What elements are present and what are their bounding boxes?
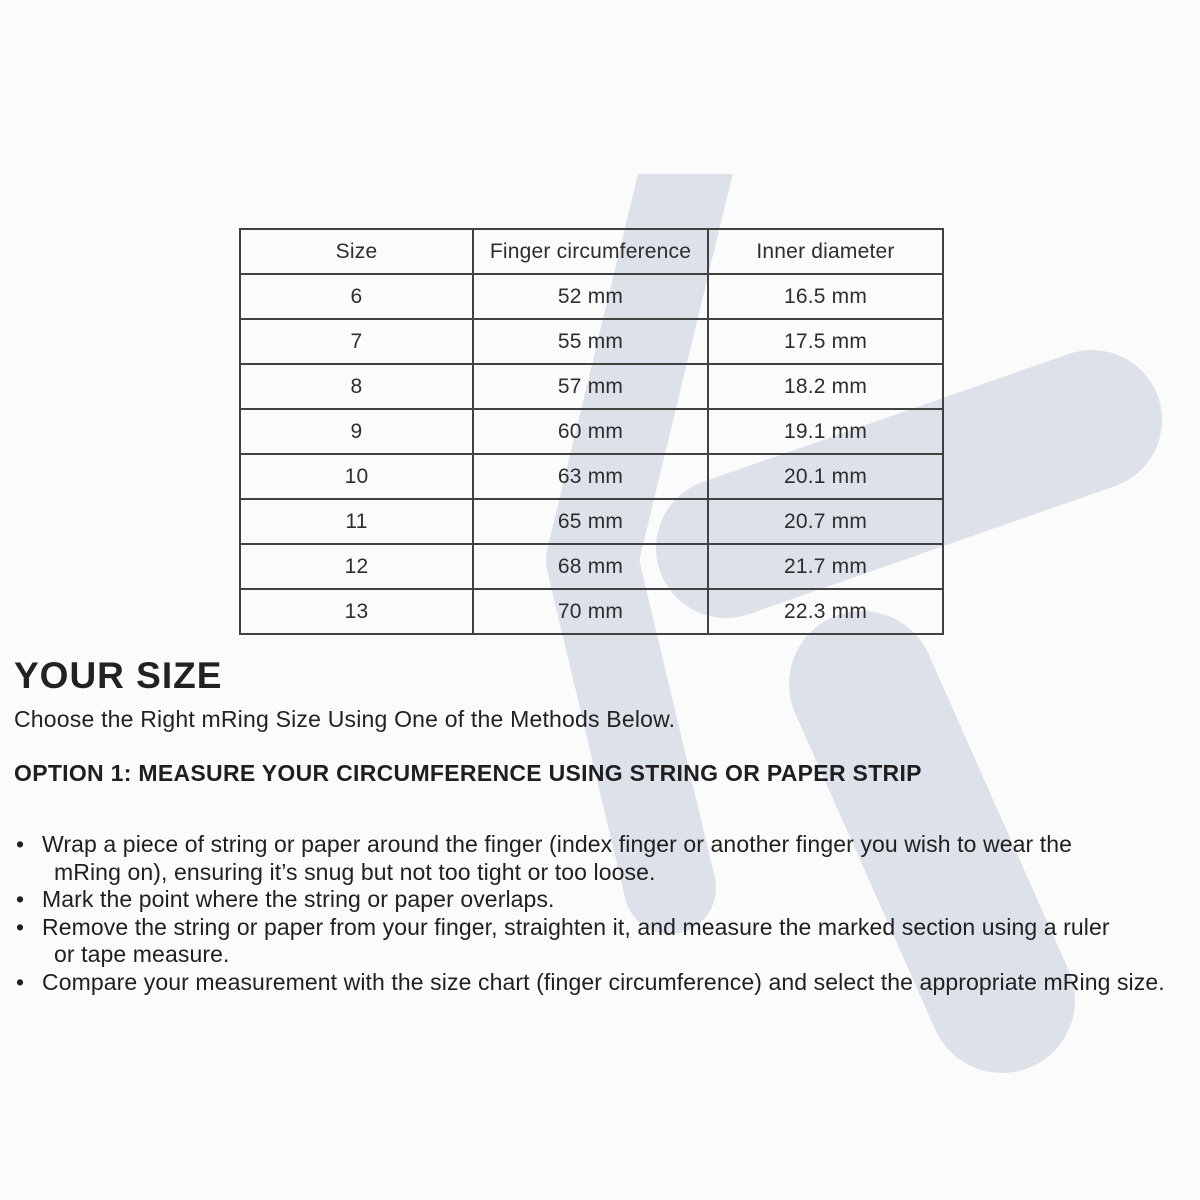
table-header-row [240,229,943,274]
option1-heading [14,760,922,787]
table-cell: 17.5 mm [708,319,943,364]
option1-heading-line2: USING STRING OR PAPER STRIP [548,760,922,786]
bullet-line: • Mark the point where the string or paper overlaps. [42,886,555,912]
table-row [240,454,943,499]
table-cell: 52 mm [473,274,708,319]
table-cell: 20.1 mm [708,454,943,499]
table-row [240,409,943,454]
table-cell: 16.5 mm [708,274,943,319]
page-title: YOUR SIZE [14,655,223,696]
table-cell: 9 [240,409,473,454]
page-subtitle: Choose the Right mRing Size Using One of the Methods Below. [14,706,676,732]
bullet-line: or tape measure. [54,941,230,967]
instruction-bullet [14,914,1196,969]
table-cell: 55 mm [473,319,708,364]
table-cell: 19.1 mm [708,409,943,454]
table-cell: 11 [240,499,473,544]
instruction-bullet [14,969,1196,997]
table-cell: 8 [240,364,473,409]
instruction-bullet [14,831,1196,886]
table-cell: 10 [240,454,473,499]
table-row [240,364,943,409]
table-row [240,544,943,589]
bullet-line: • Compare your measurement with the size chart (finger circumference) and select the appropriate mRing size. [42,968,1165,995]
table-row [240,499,943,544]
bullet-line: mRing on), ensuring it’s snug but not too tight or too loose. [54,858,656,885]
ring-size-table [239,228,944,635]
bullet-line: • Wrap a piece of string or paper around the finger (index finger or another finger you wish to wear the [42,831,1073,857]
table-cell: 22.3 mm [708,589,943,634]
table-cell: 68 mm [473,544,708,589]
table-cell: 65 mm [473,499,708,544]
table-row [240,274,943,319]
table-cell: 70 mm [473,589,708,634]
table-row [240,319,943,364]
option1-heading-line1: OPTION 1: MEASURE YOUR CIRCUMFERENCE [14,760,542,786]
table-cell: 12 [240,544,473,589]
table-cell: 7 [240,319,473,364]
table-cell: 21.7 mm [708,544,943,589]
header-cell-inner-diameter: Inner diameter [708,229,943,274]
instruction-bullet [14,886,1196,914]
header-cell-size: Size [240,229,473,274]
table-cell: 63 mm [473,454,708,499]
table-cell: 18.2 mm [708,364,943,409]
table-cell: 57 mm [473,364,708,409]
bullet-line: • Remove the string or paper from your finger, straighten it, and measure the marked section using a ruler [42,913,1110,940]
table-cell: 20.7 mm [708,499,943,544]
table-cell: 13 [240,589,473,634]
table-cell: 60 mm [473,409,708,454]
table-row [240,589,943,634]
table-cell: 6 [240,274,473,319]
header-cell-finger-circumference: Finger circumference [473,229,708,274]
instruction-bullet-list [14,831,1196,996]
